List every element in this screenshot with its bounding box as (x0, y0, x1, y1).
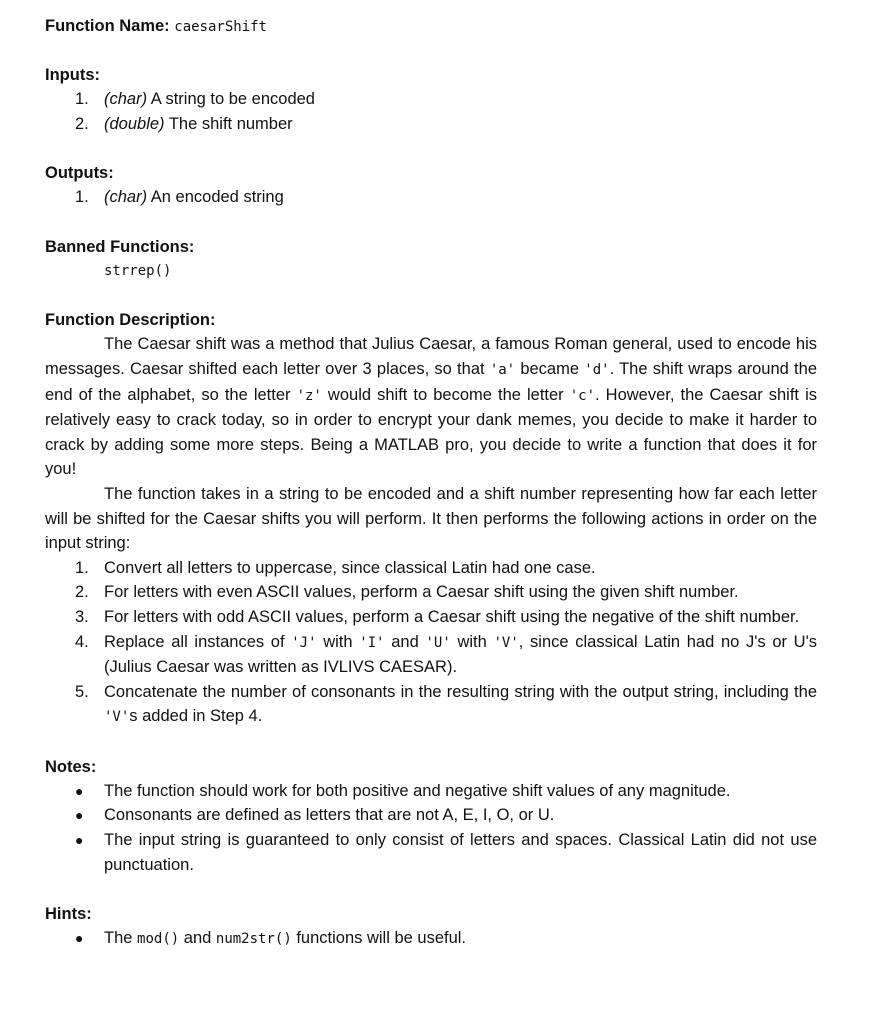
step-item (45, 680, 817, 730)
function-name-row (45, 14, 817, 38)
text-span: would shift to become the letter (321, 385, 570, 404)
inputs-list (45, 87, 817, 136)
text-span: and (179, 929, 216, 948)
notes-section (45, 755, 817, 877)
steps-list (45, 556, 817, 730)
code-span: 'I' (359, 634, 385, 651)
note-item (45, 828, 817, 877)
input-number: 1. (75, 90, 89, 108)
input-number: 2. (75, 114, 89, 133)
banned-section (45, 235, 817, 284)
text-span: The Caesar shift was a method that Julius Caesar, a famous Roman general, used to encode his messages. Caesar shifted each letter over 3 places, so that (45, 335, 817, 378)
text-span: Concatenate the number of consonants in the resulting string with the output string, including the (104, 682, 817, 701)
step-item (45, 630, 817, 680)
notes-list (45, 779, 817, 877)
bullet-icon: ● (75, 930, 84, 947)
description-section (45, 308, 817, 730)
input-text: A string to be encoded (150, 90, 315, 108)
hint-item (45, 926, 817, 952)
step-number: 1. (75, 558, 89, 577)
text-span: with (316, 632, 360, 651)
description-paragraph-2: The function takes in a string to be encoded and a shift number representing how far each letter will be shifted for the Caesar shifts you will perform. It then performs the following actions in order on the input string: (45, 484, 817, 553)
output-item (45, 185, 817, 210)
step-text: For letters with odd ASCII values, perform a Caesar shift using the negative of the shift number. (104, 607, 800, 626)
input-type: (double) (104, 114, 165, 133)
step-item (45, 605, 817, 630)
banned-heading: Banned Functions: (45, 237, 195, 256)
text-span: . The shift wraps around the end of the alphabet, so the letter (45, 359, 817, 404)
banned-function: strrep() (104, 262, 172, 279)
text-span: became (515, 359, 585, 378)
code-span: 'c' (569, 387, 596, 404)
input-type: (char) (104, 90, 148, 108)
step-text: Convert all letters to uppercase, since classical Latin had one case. (104, 558, 596, 577)
text-span: . However, the Caesar shift is relatively easy to crack today, so in order to encrypt your dank memes, you decide to make it harder to crack by adding some more steps. Being a MATLAB pro, you decide to write a function that does it for you! (45, 385, 817, 479)
text-span: and (384, 632, 426, 651)
outputs-list (45, 185, 817, 210)
step-item (45, 580, 817, 605)
code-span: 'V' (104, 709, 130, 726)
hints-heading: Hints: (45, 905, 92, 924)
code-span: 'a' (489, 361, 516, 378)
description-paragraph-1 (45, 332, 817, 482)
code-span: 'J' (291, 634, 317, 651)
note-item (45, 779, 817, 804)
hints-section (45, 902, 817, 952)
output-number: 1. (75, 188, 89, 207)
bullet-icon: ● (75, 832, 84, 849)
step-number: 5. (75, 682, 89, 701)
step-number: 4. (75, 632, 89, 651)
outputs-heading: Outputs: (45, 164, 114, 183)
note-item (45, 803, 817, 828)
text-span: Replace all instances of (104, 632, 292, 651)
code-span: 'z' (296, 387, 322, 404)
text-span: , since classical Latin had no J's or U's (Julius Caesar was written as IVLIVS CAESAR). (104, 632, 817, 677)
hints-list (45, 926, 817, 952)
inputs-heading: Inputs: (45, 66, 100, 84)
step-number: 2. (75, 583, 89, 602)
note-text: The input string is guaranteed to only consist of letters and spaces. Classical Latin did not use punctuation. (104, 831, 817, 874)
output-text: An encoded string (150, 188, 284, 207)
input-item (45, 87, 817, 112)
text-span: s added in Step 4. (129, 707, 263, 726)
note-text: Consonants are defined as letters that are not A, E, I, O, or U. (104, 806, 555, 825)
text-span: The (104, 929, 138, 948)
input-text: The shift number (168, 114, 293, 133)
output-type: (char) (104, 188, 148, 207)
note-text: The function should work for both positive and negative shift values of any magnitude. (104, 781, 731, 800)
outputs-section (45, 161, 817, 210)
input-item (45, 112, 817, 137)
text-span: with (450, 632, 494, 651)
code-span: 'V' (493, 634, 519, 651)
document-page (45, 14, 817, 952)
step-number: 3. (75, 607, 89, 626)
description-heading: Function Description: (45, 311, 216, 330)
step-text: For letters with even ASCII values, perform a Caesar shift using the given shift number. (104, 583, 739, 602)
code-span: 'U' (425, 634, 451, 651)
code-span: num2str() (215, 931, 292, 948)
bullet-icon: ● (75, 782, 84, 799)
notes-heading: Notes: (45, 757, 97, 776)
code-span: mod() (137, 931, 180, 948)
code-span: 'd' (584, 361, 610, 378)
step-item (45, 556, 817, 581)
function-name-label: Function Name: (45, 17, 170, 35)
text-span: functions will be useful. (291, 929, 467, 948)
bullet-icon: ● (75, 807, 84, 824)
inputs-section (45, 63, 817, 136)
function-name-value: caesarShift (174, 19, 267, 35)
